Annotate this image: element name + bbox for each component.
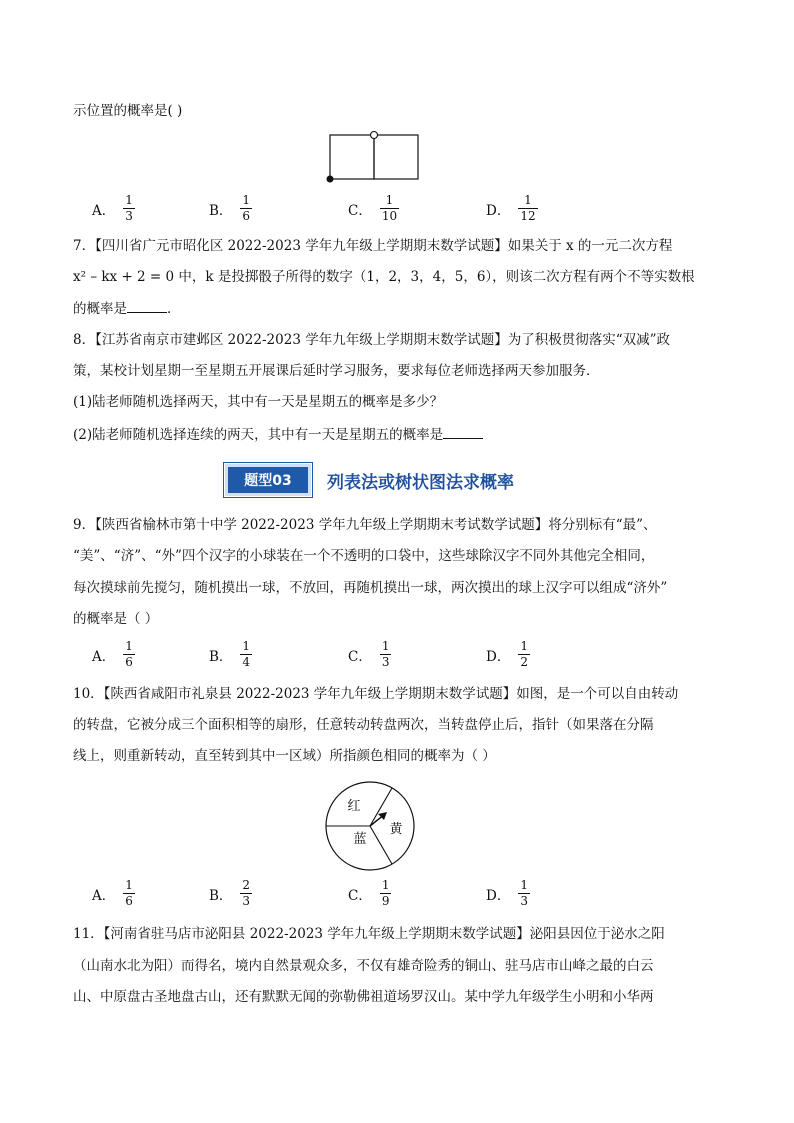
option-a[interactable]: A． $\frac{1}{6}$ <box>92 639 133 669</box>
option-b[interactable]: B． $\frac{1}{6}$ <box>209 193 251 223</box>
option-b[interactable]: B． $\frac{1}{4}$ <box>209 639 251 669</box>
q11-line2: （山南水北为阳）而得名，境内自然景观众多，不仅有雄奇险秀的铜山、驻马店市山峰之最的白云 <box>73 958 654 974</box>
option-b[interactable]: B． $\frac{2}{3}$ <box>209 878 251 908</box>
option-d[interactable]: D． $\frac{1}{2}$ <box>486 639 528 669</box>
q10-line3: 线上，则重新转动，直至转到其中一区域）所指颜色相同的概率为（ ） <box>73 748 496 764</box>
q9-line3: 每次摸球前先搅匀，随机摸出一球，不放回，再随机摸出一球，两次摸出的球上汉字可以组成“济外” <box>73 580 668 596</box>
q9-line4: 的概率是（ ） <box>73 611 159 627</box>
answer-blank[interactable] <box>443 424 483 439</box>
q8-line4: (2)陆老师随机选择连续的两天，其中有一天是星期五的概率是 <box>73 424 483 445</box>
section-tag: 题型03 <box>225 464 311 496</box>
sector-yellow-label: 黄 <box>389 822 403 837</box>
question-text: 示位置的概率是( ) <box>73 103 183 119</box>
q8-line2: 策，某校计划星期一至星期五开展课后延时学习服务，要求每位老师选择两天参加服务． <box>73 363 600 379</box>
spinner-diagram <box>324 780 416 872</box>
q9-line1: 9．【陕西省榆林市第十中学 2022-2023 学年九年级上学期期末考试数学试题】将分别标有“最”、 <box>73 517 657 533</box>
section-banner <box>223 462 514 498</box>
q11-line1: 11．【河南省驻马店市泌阳县 2022-2023 学年九年级上学期期末数学试题】泌阳县因位于泌水之阳 <box>73 926 665 942</box>
option-c[interactable]: C． $\frac{1}{10}$ <box>348 193 398 223</box>
q7-line2: x² – kx + 2 = 0 中，k 是投掷骰子所得的数字（1，2，3，4，5，6），则该二次方程有两个不等实数根 <box>73 269 695 285</box>
q10-line2: 的转盘，它被分成三个面积相等的扇形，任意转动转盘两次，当转盘停止后，指针（如果落在分隔 <box>73 717 654 733</box>
section-title: 列表法或树状图法求概率 <box>327 472 514 493</box>
two-squares-diagram <box>322 128 426 186</box>
q7-line1: 7．【四川省广元市昭化区 2022-2023 学年九年级上学期期末数学试题】如果关于 x 的一元二次方程 <box>73 238 673 254</box>
q8-line3: (1)陆老师随机选择两天，其中有一天是星期五的概率是多少？ <box>73 394 444 410</box>
option-d[interactable]: D． $\frac{1}{12}$ <box>486 193 536 223</box>
q6-options <box>92 194 652 228</box>
sector-blue-label: 蓝 <box>353 832 367 847</box>
q9-line2: “美”、“济”、“外”四个汉字的小球装在一个不透明的口袋中，这些球除汉字不同外其他完全相同， <box>73 548 655 564</box>
option-a[interactable]: A． $\frac{1}{6}$ <box>92 878 133 908</box>
q8-line1: 8．【江苏省南京市建邺区 2022-2023 学年九年级上学期期末数学试题】为了积极贯彻落实“双减”政 <box>73 332 670 348</box>
sector-red-label: 红 <box>347 799 361 814</box>
q11-line3: 山、中原盘古圣地盘古山，还有默默无闻的弥勒佛祖道场罗汉山。某中学九年级学生小明和小华两 <box>73 989 654 1005</box>
q7-line3: 的概率是 ． <box>73 298 181 319</box>
option-a[interactable]: A． $\frac{1}{3}$ <box>92 193 133 223</box>
q10-options <box>92 879 652 913</box>
q9-options <box>92 640 652 674</box>
option-c[interactable]: C． $\frac{1}{3}$ <box>348 639 390 669</box>
option-d[interactable]: D． $\frac{1}{3}$ <box>486 878 528 908</box>
option-c[interactable]: C． $\frac{1}{9}$ <box>348 878 390 908</box>
q10-line1: 10．【陕西省咸阳市礼泉县 2022-2023 学年九年级上学期期末数学试题】如图，是一个可以自由转动 <box>73 686 679 702</box>
answer-blank[interactable] <box>127 298 167 313</box>
